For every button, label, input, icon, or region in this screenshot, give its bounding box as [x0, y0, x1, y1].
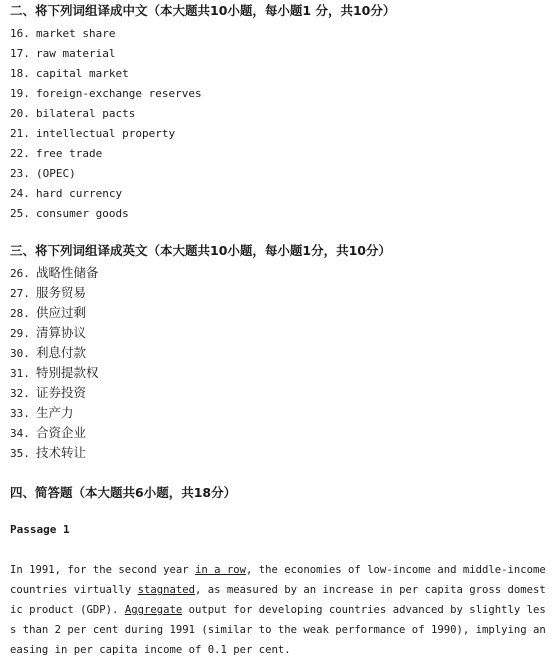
item-term: 清算协议 [36, 325, 87, 340]
underlined-term: stagnated [137, 584, 195, 596]
passage-text: s than 2 per cent during 1991 (similar to the weak performance of 1990), implying an [10, 624, 546, 636]
passage-title: Passage 1 [10, 523, 70, 536]
passage-text: , as measured by an increase in per capita gross domest [194, 584, 546, 596]
item-term: raw material [36, 47, 116, 60]
section2-list [10, 22, 202, 222]
passage-text: , the economies of low-income and middle-income [246, 564, 546, 576]
item-number: 23. [10, 167, 30, 180]
item-term: 战略性储备 [36, 265, 99, 280]
item-term: 特别提款权 [36, 365, 99, 380]
passage-text: easing in per capita income of 0.1 per cent. [10, 644, 291, 656]
section2-heading: 二、将下列词组译成中文（本大题共10小题，每小题1 分，共10分） [10, 3, 396, 18]
list-item [10, 362, 99, 382]
item-term: 合资企业 [36, 425, 87, 440]
item-number: 32. [10, 387, 30, 400]
item-number: 27. [10, 287, 30, 300]
list-item [10, 442, 99, 462]
list-item [10, 302, 99, 322]
passage-line [10, 560, 558, 580]
list-item [10, 142, 202, 162]
list-item [10, 82, 202, 102]
passage-line [10, 580, 558, 600]
passage-text: output for developing countries advanced by slightly les [182, 604, 546, 616]
list-item [10, 262, 99, 282]
item-term: foreign-exchange reserves [36, 87, 202, 100]
item-term: consumer goods [36, 207, 129, 220]
item-term: 生产力 [36, 405, 74, 420]
section3-heading: 三、将下列词组译成英文（本大题共10小题，每小题1分，共10分） [10, 243, 391, 258]
item-term: intellectual property [36, 127, 176, 140]
item-number: 16. [10, 27, 30, 40]
list-item [10, 282, 99, 302]
underlined-term: Aggregate [124, 604, 183, 616]
section3-list [10, 262, 99, 462]
item-term: free trade [36, 147, 103, 160]
item-term: (OPEC) [36, 167, 76, 180]
item-term: 服务贸易 [36, 285, 87, 300]
item-number: 28. [10, 307, 30, 320]
item-number: 33. [10, 407, 30, 420]
list-item [10, 182, 202, 202]
item-term: 证券投资 [36, 385, 87, 400]
item-term: 供应过剩 [36, 305, 87, 320]
item-term: 技术转让 [36, 445, 87, 460]
list-item [10, 22, 202, 42]
item-number: 20. [10, 107, 30, 120]
list-item [10, 422, 99, 442]
item-term: capital market [36, 67, 129, 80]
item-term: bilateral pacts [36, 107, 136, 120]
list-item [10, 402, 99, 422]
item-number: 30. [10, 347, 30, 360]
list-item [10, 62, 202, 82]
item-number: 34. [10, 427, 30, 440]
item-number: 35. [10, 447, 30, 460]
passage-line [10, 620, 558, 640]
passage-line [10, 600, 558, 620]
passage-line [10, 640, 558, 660]
item-term: hard currency [36, 187, 123, 200]
list-item [10, 102, 202, 122]
list-item [10, 162, 202, 182]
item-number: 31. [10, 367, 30, 380]
item-term: 利息付款 [36, 345, 87, 360]
item-number: 17. [10, 47, 30, 60]
list-item [10, 42, 202, 62]
list-item [10, 322, 99, 342]
item-number: 21. [10, 127, 30, 140]
passage-text: In 1991, for the second year [10, 564, 195, 576]
item-number: 18. [10, 67, 30, 80]
passage-text: countries virtually [10, 584, 138, 596]
list-item [10, 382, 99, 402]
item-number: 24. [10, 187, 30, 200]
item-term: market share [36, 27, 116, 40]
item-number: 25. [10, 207, 30, 220]
list-item [10, 122, 202, 142]
list-item [10, 342, 99, 362]
section4-heading: 四、简答题（本大题共6小题，共18分） [10, 485, 237, 500]
item-number: 26. [10, 267, 30, 280]
list-item [10, 202, 202, 222]
passage-body [10, 560, 558, 660]
item-number: 29. [10, 327, 30, 340]
passage-text: ic product (GDP). [10, 604, 125, 616]
item-number: 19. [10, 87, 30, 100]
item-number: 22. [10, 147, 30, 160]
underlined-term: in a row [194, 564, 246, 576]
